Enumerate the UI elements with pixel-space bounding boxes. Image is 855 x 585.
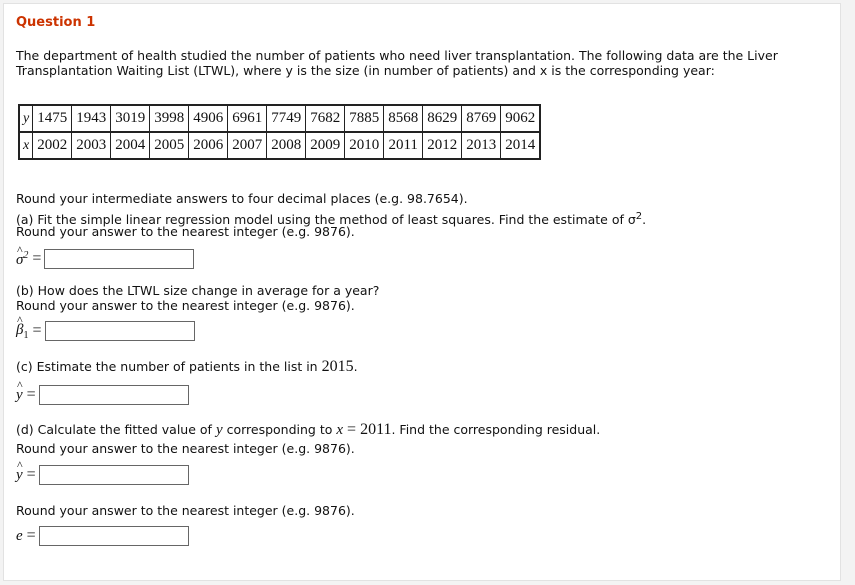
part-b-question: (b) How does the LTWL size change in average for a year? bbox=[16, 283, 380, 298]
sigma-squared-input[interactable] bbox=[44, 249, 194, 269]
x-value-cell: 2013 bbox=[462, 132, 501, 159]
y-hat-label: ^ y bbox=[16, 467, 23, 484]
x-value-cell: 2002 bbox=[33, 132, 72, 159]
y-row-label: y bbox=[19, 105, 33, 132]
part-a-answer bbox=[16, 247, 194, 271]
part-d-question bbox=[16, 422, 600, 438]
equals-sign: = bbox=[26, 527, 36, 544]
x-row bbox=[19, 132, 540, 159]
x-value-cell: 2004 bbox=[111, 132, 150, 159]
x-value-cell: 2011 bbox=[384, 132, 423, 159]
part-c-question bbox=[16, 359, 358, 374]
part-d-year: 2011 bbox=[360, 421, 392, 438]
part-a-round: Round your answer to the nearest integer (e.g. 9876). bbox=[16, 224, 355, 239]
equals-sign: = bbox=[26, 466, 36, 483]
y-value-cell: 7749 bbox=[267, 105, 306, 132]
x-value-cell: 2006 bbox=[189, 132, 228, 159]
equals-sign: = bbox=[32, 322, 42, 339]
beta1-hat-label: ^ $\beta_1$ bbox=[16, 322, 28, 341]
part-b-round: Round your answer to the nearest integer (e.g. 9876). bbox=[16, 298, 355, 313]
y-row bbox=[19, 105, 540, 132]
residual-answer bbox=[16, 524, 189, 548]
part-c-suffix: . bbox=[353, 359, 358, 374]
part-d-text-pre: (d) Calculate the fitted value of bbox=[16, 422, 212, 437]
part-a-text: (a) Fit the simple linear regression model using the method of least squares. Find the estimate of σ bbox=[16, 212, 636, 228]
equals-sign: = bbox=[26, 386, 36, 403]
y-value-cell: 9062 bbox=[501, 105, 541, 132]
part-d-answer bbox=[16, 463, 189, 487]
y-value-cell: 8629 bbox=[423, 105, 462, 132]
x-value-cell: 2003 bbox=[72, 132, 111, 159]
part-d-var-y: y bbox=[215, 422, 223, 438]
part-c-text: (c) Estimate the number of patients in the list in bbox=[16, 359, 318, 374]
y-hat-2011-input[interactable] bbox=[39, 465, 189, 485]
y-value-cell: 3998 bbox=[150, 105, 189, 132]
y-value-cell: 1475 bbox=[33, 105, 72, 132]
part-d-text-post: . Find the corresponding residual. bbox=[391, 422, 601, 437]
x-row-label: x bbox=[19, 132, 33, 159]
part-b-answer bbox=[16, 319, 195, 343]
x-value-cell: 2009 bbox=[306, 132, 345, 159]
round-intermediate-text: Round your intermediate answers to four decimal places (e.g. 98.7654). bbox=[16, 191, 468, 206]
question-card bbox=[3, 3, 841, 581]
x-value-cell: 2005 bbox=[150, 132, 189, 159]
part-c-year: 2015 bbox=[321, 358, 354, 375]
part-d-round: Round your answer to the nearest integer (e.g. 9876). bbox=[16, 441, 355, 456]
y-hat-2015-input[interactable] bbox=[39, 385, 189, 405]
x-value-cell: 2012 bbox=[423, 132, 462, 159]
intro-text bbox=[16, 48, 778, 78]
y-value-cell: 6961 bbox=[228, 105, 267, 132]
x-value-cell: 2010 bbox=[345, 132, 384, 159]
y-value-cell: 8769 bbox=[462, 105, 501, 132]
part-d-var-x: x bbox=[336, 422, 344, 438]
data-table bbox=[18, 104, 541, 160]
y-value-cell: 4906 bbox=[189, 105, 228, 132]
y-value-cell: 1943 bbox=[72, 105, 111, 132]
y-value-cell: 3019 bbox=[111, 105, 150, 132]
part-d-text-mid: corresponding to bbox=[226, 422, 333, 437]
question-title: Question 1 bbox=[16, 15, 96, 30]
x-value-cell: 2007 bbox=[228, 132, 267, 159]
sigma-hat-squared-label: ^ $\sigma^2$ bbox=[16, 250, 28, 269]
x-value-cell: 2014 bbox=[501, 132, 541, 159]
intro-line-2: Transplantation Waiting List (LTWL), where y is the size (in number of patients) and x is the corresponding year: bbox=[16, 63, 715, 78]
y-value-cell: 7885 bbox=[345, 105, 384, 132]
beta1-input[interactable] bbox=[45, 321, 195, 341]
equals-sign: = bbox=[32, 250, 42, 267]
residual-input[interactable] bbox=[39, 526, 189, 546]
x-value-cell: 2008 bbox=[267, 132, 306, 159]
part-e-round: Round your answer to the nearest integer (e.g. 9876). bbox=[16, 503, 355, 518]
y-hat-label: ^ y bbox=[16, 387, 23, 404]
intro-line-1: The department of health studied the number of patients who need liver transplantation. The following data are the Liver bbox=[16, 48, 778, 63]
y-value-cell: 7682 bbox=[306, 105, 345, 132]
part-a-suffix: . bbox=[642, 212, 647, 228]
residual-label: e bbox=[16, 527, 23, 544]
part-c-answer bbox=[16, 383, 189, 407]
y-value-cell: 8568 bbox=[384, 105, 423, 132]
part-d-eq: = bbox=[347, 421, 357, 438]
part-a-sup: 2 bbox=[635, 211, 643, 222]
